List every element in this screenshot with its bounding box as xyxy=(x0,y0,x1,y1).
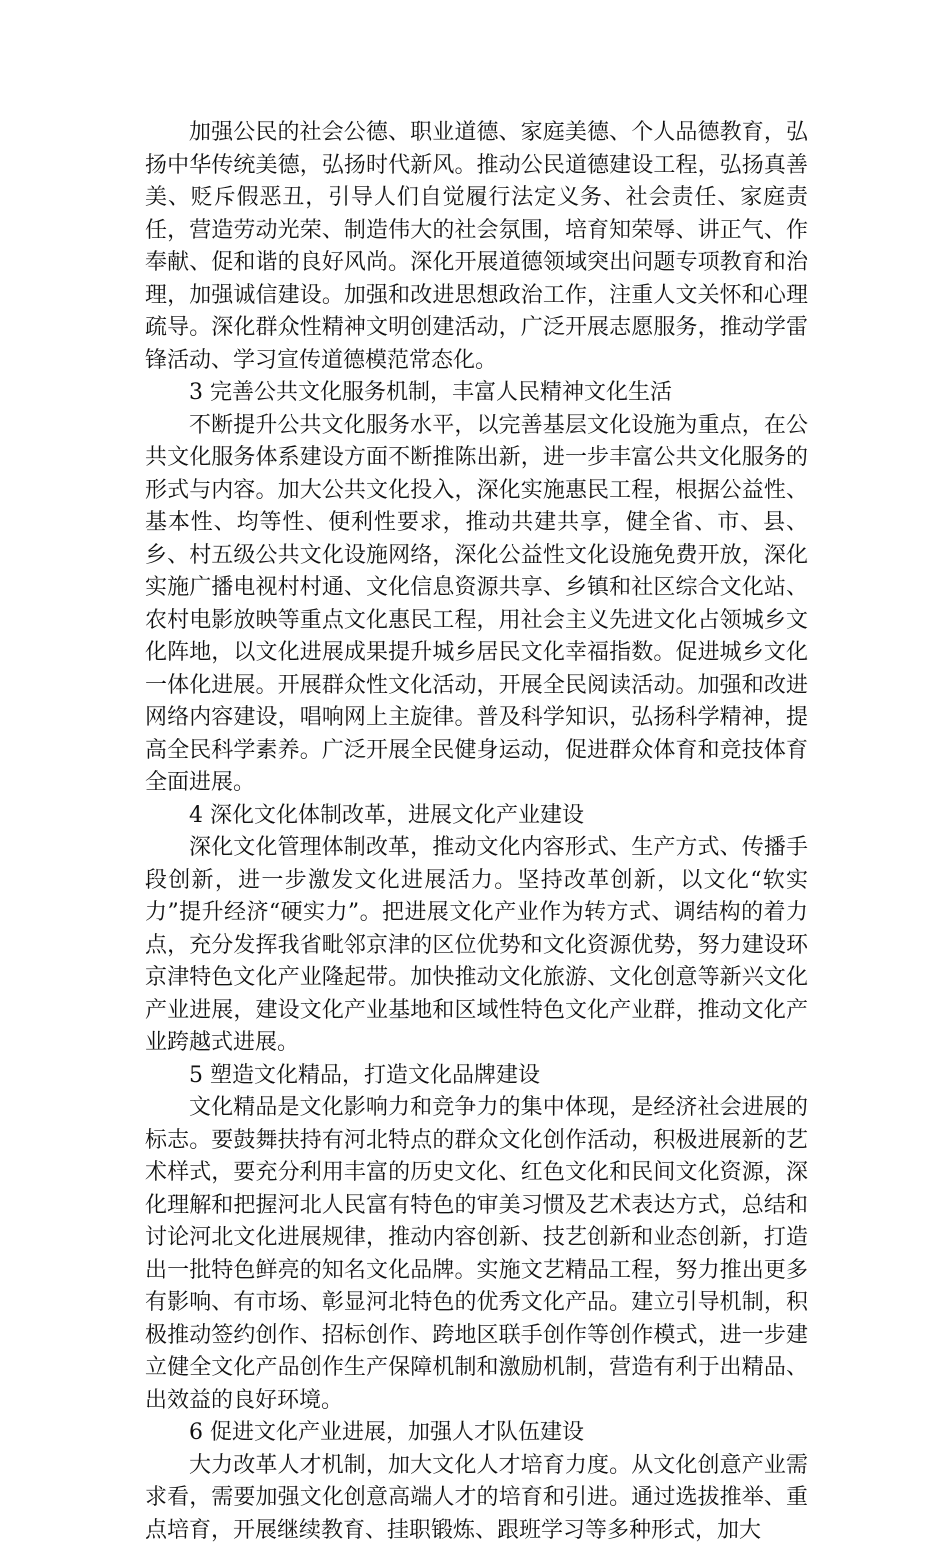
paragraph-public-culture: 不断提升公共文化服务水平，以完善基层文化设施为重点，在公共文化服务体系建设方面不断推陈出新，进一步丰富公共文化服务的形式与内容。加大公共文化投入，深化实施惠民工程，根据公益性、基本性、均等性、便利性要求，推动共建共享，健全省、市、县、乡、村五级公共文化设施网络，深化公益性文化设施免费开放，深化实施广播电视村村通、文化信息资源共享、乡镇和社区综合文化站、农村电影放映等重点文化惠民工程，用社会主义先进文化占领城乡文化阵地，以文化进展成果提升城乡居民文化幸福指数。促进城乡文化一体化进展。开展群众性文化活动，开展全民阅读活动。加强和改进网络内容建设，唱响网上主旋律。普及科学知识，弘扬科学精神，提高全民科学素养。广泛开展全民健身运动，促进群众体育和竞技体育全面进展。 xyxy=(145,410,808,800)
section-heading-5: 5 塑造文化精品，打造文化品牌建设 xyxy=(145,1060,808,1093)
paragraph-culture-brand: 文化精品是文化影响力和竞争力的集中体现，是经济社会进展的标志。要鼓舞扶持有河北特点的群众文化创作活动，积极进展新的艺术样式，要充分利用丰富的历史文化、红色文化和民间文化资源，深化理解和把握河北人民富有特色的审美习惯及艺术表达方式，总结和讨论河北文化进展规律，推动内容创新、技艺创新和业态创新，打造出一批特色鲜亮的知名文化品牌。实施文艺精品工程，努力推出更多有影响、有市场、彰显河北特色的优秀文化产品。建立引导机制，积极推动签约创作、招标创作、跨地区联手创作等创作模式，进一步建立健全文化产品创作生产保障机制和激励机制，营造有利于出精品、出效益的良好环境。 xyxy=(145,1092,808,1417)
section-heading-6: 6 促进文化产业进展，加强人才队伍建设 xyxy=(145,1417,808,1450)
section-heading-3: 3 完善公共文化服务机制，丰富人民精神文化生活 xyxy=(145,377,808,410)
paragraph-talent: 大力改革人才机制，加大文化人才培育力度。从文化创意产业需求看，需要加强文化创意高端人才的培育和引进。通过选拔推举、重点培育，开展继续教育、挂职锻炼、跟班学习等多种形式，加大 xyxy=(145,1450,808,1547)
paragraph-culture-reform: 深化文化管理体制改革，推动文化内容形式、生产方式、传播手段创新，进一步激发文化进展活力。坚持改革创新，以文化“软实力”提升经济“硬实力”。把进展文化产业作为转方式、调结构的着力点，充分发挥我省毗邻京津的区位优势和文化资源优势，努力建设环京津特色文化产业隆起带。加快推动文化旅游、文化创意等新兴文化产业进展，建设文化产业基地和区域性特色文化产业群，推动文化产业跨越式进展。 xyxy=(145,832,808,1060)
section-heading-4: 4 深化文化体制改革，进展文化产业建设 xyxy=(145,800,808,833)
paragraph-moral-education: 加强公民的社会公德、职业道德、家庭美德、个人品德教育，弘扬中华传统美德，弘扬时代新风。推动公民道德建设工程，弘扬真善美、贬斥假恶丑，引导人们自觉履行法定义务、社会责任、家庭责任，营造劳动光荣、制造伟大的社会氛围，培育知荣辱、讲正气、作奉献、促和谐的良好风尚。深化开展道德领域突出问题专项教育和治理，加强诚信建设。加强和改进思想政治工作，注重人文关怀和心理疏导。深化群众性精神文明创建活动，广泛开展志愿服务，推动学雷锋活动、学习宣传道德模范常态化。 xyxy=(145,117,808,377)
document-page xyxy=(145,117,808,1547)
